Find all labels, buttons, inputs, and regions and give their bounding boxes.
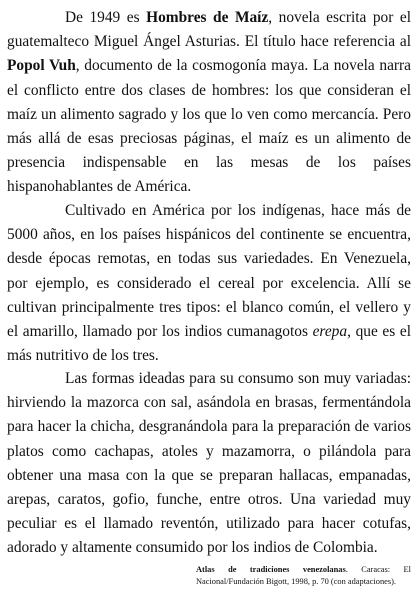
source-title: Atlas de tradiciones venezolanas <box>196 565 346 574</box>
paragraph-3-text: Las formas ideadas para su consumo son muy variadas: hirviendo la mazorca con sal, asándola en brasas, fermentándola para hacer la chicha, desgranándola para la preparación de varios platos como cachapas, atoles y mazamorra, o pilándola para obtener una masa con la que se preparan hallacas, empanadas, arepas, caratos, gofio, funche, entre otros. Una variedad muy peculiar es el llamado reventón, utilizado para hacer cotufas, adorado y altamente consumido por los indios de Colombia. <box>7 370 411 557</box>
popol-vuh-title: Popol Vuh <box>7 57 76 75</box>
source-details: . Caracas: El Nacional/Fundación Bigott, 1998, p. 70 (con adaptaciones). <box>196 565 411 586</box>
paragraph-2-text-b: , que es el más nutritivo de los tres. <box>7 323 411 365</box>
erepa-term: erepa <box>312 323 348 341</box>
paragraph-2-text-a: Cultivado en América por los indígenas, hace más de 5000 años, en los países hispánicos del continente se encuentra, desde épocas remotas, en todas sus variedades. En Venezuela, por ejemplo, es considerado el cereal por excelencia. Allí se cultivan principalmente tres tipos: el blanco común, el vellero y el amarillo, llamado por los indios cumanagotos <box>7 202 411 341</box>
paragraph-1-text-b: , novela escrita por el guatemalteco Miguel Ángel Asturias. El título hace referencia al <box>7 9 412 51</box>
paragraph-1-text-a: De 1949 es <box>65 9 147 26</box>
paragraph-1 <box>7 6 411 200</box>
source-citation <box>196 564 411 587</box>
paragraph-2 <box>7 199 411 368</box>
novel-title: Hombres de Maíz <box>146 9 269 26</box>
paragraph-1-text-c: , documento de la cosmogonía maya. La novela narra el conflicto entre dos clases de hombres: los que consideran el maíz un alimento sagrado y los que lo ven como mercancía. Pero más allá de esas preciosas páginas, el maíz es un alimento de presencia indispensable en las mesas de los países hispanohablantes de América. <box>7 57 411 196</box>
paragraph-3 <box>7 367 411 561</box>
